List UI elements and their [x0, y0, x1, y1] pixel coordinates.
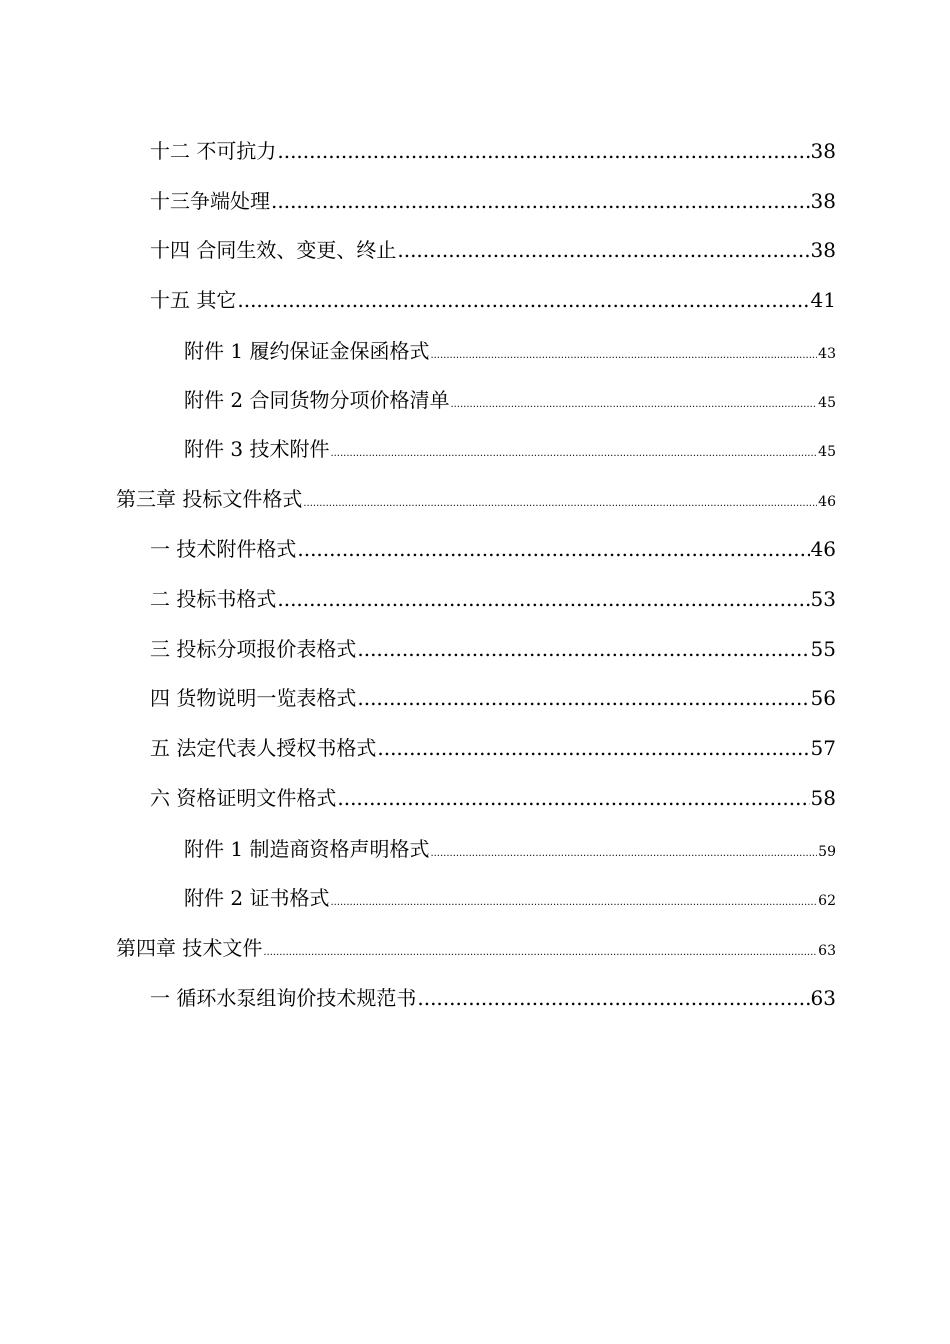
toc-dot-leader [430, 341, 817, 371]
toc-dot-leader [337, 783, 809, 813]
toc-entry-page: 46 [810, 537, 836, 561]
toc-entry-page: 43 [818, 346, 836, 362]
toc-entry-label: 一 循环水泵组询价技术规范书 [150, 986, 417, 1010]
toc-entry-label: 五 法定代表人授权书格式 [150, 736, 377, 760]
toc-dot-leader [271, 186, 810, 216]
toc-entry-label: 四 货物说明一览表格式 [150, 686, 357, 710]
toc-entry[interactable] [116, 933, 836, 963]
toc-entry[interactable] [150, 634, 836, 664]
toc-entry-label: 十三争端处理 [150, 189, 270, 213]
toc-entry[interactable] [116, 484, 836, 514]
toc-entry-label: 六 资格证明文件格式 [150, 786, 337, 810]
toc-entry-label: 附件 1 制造商资格声明格式 [184, 837, 430, 861]
toc-dot-leader [277, 136, 809, 166]
toc-entry[interactable] [184, 434, 836, 464]
toc-entry-page: 45 [818, 395, 836, 411]
toc-entry[interactable] [184, 834, 836, 864]
toc-entry-page: 53 [810, 587, 836, 611]
toc-dot-leader [357, 634, 809, 664]
toc-dot-leader [430, 839, 817, 869]
toc-entry-label: 十二 不可抗力 [150, 139, 277, 163]
toc-entry[interactable] [150, 983, 836, 1013]
toc-entry-page: 45 [818, 444, 836, 460]
toc-entry[interactable] [150, 683, 836, 713]
toc-dot-leader [330, 888, 817, 918]
toc-entry-page: 58 [810, 786, 836, 810]
toc-entry-page: 59 [818, 844, 836, 860]
toc-entry-label: 附件 3 技术附件 [184, 437, 330, 461]
toc-entry-page: 55 [810, 637, 836, 661]
toc-entry-page: 63 [818, 943, 836, 959]
toc-entry-label: 十四 合同生效、变更、终止 [150, 238, 397, 262]
toc-entry-label: 第四章 技术文件 [116, 936, 263, 960]
toc-entry[interactable] [184, 883, 836, 913]
toc-entry-page: 38 [810, 238, 836, 262]
toc-entry-label: 二 投标书格式 [150, 587, 277, 611]
toc-entry[interactable] [150, 733, 836, 763]
toc-dot-leader [263, 938, 817, 968]
toc-entry-label: 附件 1 履约保证金保函格式 [184, 339, 430, 363]
toc-dot-leader [303, 489, 817, 519]
toc-entry[interactable] [150, 136, 836, 166]
toc-entry-label: 一 技术附件格式 [150, 537, 297, 561]
toc-dot-leader [277, 584, 809, 614]
toc-entry-label: 附件 2 合同货物分项价格清单 [184, 388, 450, 412]
toc-entry-page: 63 [810, 986, 836, 1010]
toc-entry[interactable] [184, 385, 836, 415]
toc-entry-page: 38 [810, 139, 836, 163]
toc-dot-leader [377, 733, 809, 763]
toc-entry-page: 56 [810, 686, 836, 710]
toc-dot-leader [417, 983, 809, 1013]
toc-entry-label: 三 投标分项报价表格式 [150, 637, 357, 661]
toc-entry-page: 57 [810, 736, 836, 760]
toc-entry[interactable] [150, 584, 836, 614]
toc-entry[interactable] [150, 783, 836, 813]
toc-dot-leader [450, 390, 817, 420]
toc-entry[interactable] [150, 235, 836, 265]
toc-dot-leader [330, 439, 817, 469]
toc-dot-leader [297, 534, 809, 564]
toc-entry-page: 41 [810, 288, 836, 312]
toc-entry-page: 38 [810, 189, 836, 213]
toc-dot-leader [357, 683, 809, 713]
toc-entry-page: 46 [818, 494, 836, 510]
toc-entry-label: 十五 其它 [150, 288, 237, 312]
toc-entry[interactable] [150, 186, 836, 216]
toc-entry[interactable] [150, 534, 836, 564]
toc-entry[interactable] [150, 285, 836, 315]
toc-entry-label: 附件 2 证书格式 [184, 886, 330, 910]
toc-entry[interactable] [184, 336, 836, 366]
toc-dot-leader [237, 285, 809, 315]
toc-dot-leader [397, 235, 809, 265]
toc-entry-label: 第三章 投标文件格式 [116, 487, 303, 511]
toc-entry-page: 62 [818, 893, 836, 909]
